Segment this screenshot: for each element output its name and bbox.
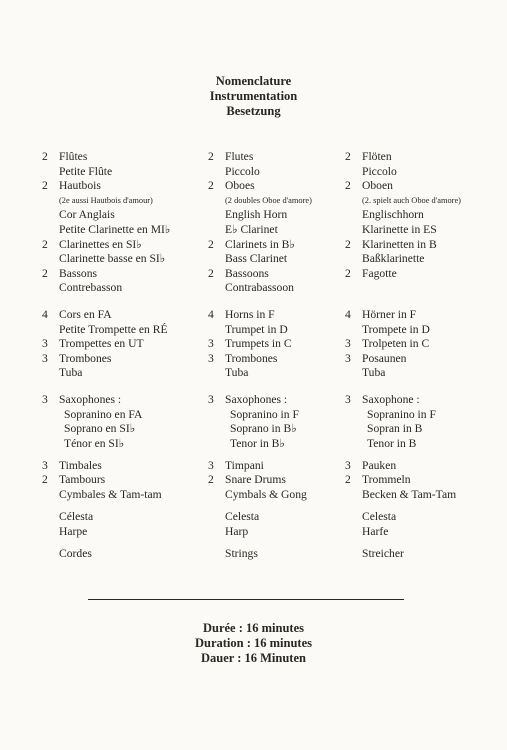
- instrument-count: 2: [208, 237, 214, 251]
- instrument-name: Trompete in D: [362, 322, 430, 336]
- group-spacer: [208, 296, 346, 308]
- instrument-name: Saxophones :: [59, 392, 122, 406]
- instrument-name: Tambours: [59, 473, 106, 487]
- instrument-row: [42, 179, 207, 194]
- instrument-count: 3: [345, 351, 351, 365]
- instrument-name: Oboen: [362, 179, 393, 193]
- instrument-name: Hörner in F: [362, 307, 417, 321]
- instrument-row: [208, 208, 346, 223]
- instrument-row: [42, 267, 207, 282]
- instrument-name: Oboes: [225, 179, 255, 193]
- instrument-name: Saxophone :: [362, 392, 420, 406]
- instrument-row: [42, 525, 207, 540]
- instrument-name: Cymbales & Tam-tam: [59, 487, 162, 501]
- title-french: Nomenclature: [215, 74, 292, 88]
- instrument-row: [208, 547, 346, 562]
- instrument-row: [208, 238, 346, 253]
- instrument-count: 3: [208, 458, 214, 472]
- instrument-count: 4: [345, 307, 351, 321]
- instrument-name: Horns in F: [225, 307, 275, 321]
- instrument-row: [345, 194, 505, 209]
- instrument-row: [208, 223, 346, 238]
- instrument-row: [42, 323, 207, 338]
- instrument-row: [208, 352, 346, 367]
- instrument-row: [208, 459, 346, 474]
- instrument-name: Ténor en SI♭: [64, 436, 125, 450]
- instrument-row: [208, 408, 346, 423]
- instrument-row: [208, 437, 346, 452]
- instrument-count: 3: [345, 458, 351, 472]
- instrument-name: Flutes: [225, 150, 254, 163]
- instrument-row: [345, 459, 505, 474]
- instrument-name: Englischhorn: [362, 208, 424, 222]
- instrument-name: Bass Clarinet: [225, 252, 288, 266]
- instrument-name: English Horn: [225, 208, 288, 222]
- instrument-row: [42, 252, 207, 267]
- instrument-row: [42, 437, 207, 452]
- instrument-name: Cymbals & Gong: [225, 487, 307, 501]
- instrument-name: Flöten: [362, 150, 392, 163]
- instrument-row: [345, 267, 505, 282]
- instrument-row: [345, 352, 505, 367]
- instrument-row: [345, 323, 505, 338]
- instrument-row: [345, 281, 505, 296]
- instrument-name: (2 doubles Oboe d'amore): [225, 195, 312, 205]
- group-spacer: [345, 503, 505, 511]
- instrument-name: Sopranino in F: [230, 407, 299, 421]
- instrument-row: [208, 179, 346, 194]
- instrument-count: 3: [42, 458, 48, 472]
- instrument-name: Cor Anglais: [59, 208, 115, 222]
- instrument-row: [42, 194, 207, 209]
- instrument-name: Becken & Tam-Tam: [362, 487, 457, 501]
- instrument-name: Trompettes en UT: [59, 337, 144, 351]
- instrument-row: [208, 366, 346, 381]
- instrument-count: 4: [208, 307, 214, 321]
- instrument-name: Bassons: [59, 266, 98, 280]
- instrument-name: Timbales: [59, 458, 102, 472]
- instrument-row: [345, 547, 505, 562]
- instrument-row: [208, 308, 346, 323]
- instrument-count: 3: [345, 337, 351, 351]
- instrument-name: Celesta: [362, 510, 397, 524]
- instrument-row: [42, 238, 207, 253]
- instrument-count: 2: [345, 179, 351, 193]
- instrument-name: Trumpets in C: [225, 337, 292, 351]
- instrument-name: Clarinets in B♭: [225, 237, 295, 251]
- instrument-name: Trolpeten in C: [362, 337, 430, 351]
- instrument-count: 3: [208, 351, 214, 365]
- instrument-count: 2: [208, 179, 214, 193]
- instrument-row: [208, 473, 346, 488]
- group-spacer: [42, 451, 207, 459]
- instrument-name: Tuba: [362, 366, 386, 380]
- instrument-row: [42, 473, 207, 488]
- instrument-name: Clarinette basse en SI♭: [59, 252, 166, 266]
- instrument-name: Streicher: [362, 546, 404, 560]
- instrument-count: 2: [42, 266, 48, 280]
- instrument-count: 2: [42, 179, 48, 193]
- instrument-name: Contrabassoon: [225, 281, 294, 295]
- duration-block: [0, 621, 507, 666]
- instrument-count: 2: [208, 473, 214, 487]
- instrument-count: 4: [42, 307, 48, 321]
- instrument-count: 3: [208, 337, 214, 351]
- instrument-name: Bassoons: [225, 266, 269, 280]
- instrument-count: 2: [42, 473, 48, 487]
- instrument-name: Trombones: [59, 351, 112, 365]
- duration-english: Duration : 16 minutes: [194, 636, 313, 650]
- instrument-row: [42, 366, 207, 381]
- instrument-name: Hautbois: [59, 179, 101, 193]
- instrument-count: 2: [42, 150, 48, 163]
- instrument-row: [345, 179, 505, 194]
- instrument-name: E♭ Clarinet: [225, 222, 278, 236]
- instrument-count: 2: [345, 473, 351, 487]
- instrument-name: Saxophones :: [225, 392, 288, 406]
- instrument-row: [345, 437, 505, 452]
- instrument-name: Sopranino en FA: [64, 407, 143, 421]
- instrument-name: Contrebasson: [59, 281, 123, 295]
- group-spacer: [345, 451, 505, 459]
- instrument-name: (2e aussi Hautbois d'amour): [59, 195, 153, 205]
- group-spacer: [208, 503, 346, 511]
- column-french: [42, 150, 207, 561]
- group-spacer: [345, 381, 505, 393]
- instrument-row: [345, 488, 505, 503]
- instrument-name: Tenor in B: [367, 436, 417, 450]
- instrument-name: Trommeln: [362, 473, 411, 487]
- instrument-name: Trumpet in D: [225, 322, 288, 336]
- instrument-count: 2: [345, 266, 351, 280]
- instrument-name: Klarinette in ES: [362, 222, 437, 236]
- group-spacer: [208, 381, 346, 393]
- instrument-row: [345, 165, 505, 180]
- instrument-count: 2: [42, 237, 48, 251]
- instrument-name: Cors en FA: [59, 307, 112, 321]
- instrument-name: Snare Drums: [225, 473, 286, 487]
- instrument-row: [345, 422, 505, 437]
- instrument-row: [42, 510, 207, 525]
- instrument-name: Baßklarinette: [362, 252, 425, 266]
- instrument-row: [42, 281, 207, 296]
- instrument-name: (2. spielt auch Oboe d'amore): [362, 195, 461, 205]
- instrument-row: [345, 252, 505, 267]
- instrument-row: [345, 308, 505, 323]
- instrument-row: [208, 422, 346, 437]
- instrument-row: [42, 337, 207, 352]
- instrument-count: 3: [42, 351, 48, 365]
- instrument-name: Tuba: [59, 366, 83, 380]
- group-spacer: [208, 451, 346, 459]
- instrument-name: Soprano in B♭: [230, 422, 297, 436]
- group-spacer: [42, 539, 207, 547]
- page-title-block: [0, 74, 507, 119]
- instrument-row: [208, 323, 346, 338]
- instrument-row: [42, 208, 207, 223]
- group-spacer: [42, 381, 207, 393]
- instrument-name: Harfe: [362, 524, 389, 538]
- duration-german: Dauer : 16 Minuten: [201, 651, 306, 665]
- instrument-name: Flûtes: [59, 150, 88, 163]
- instrument-count: 2: [208, 266, 214, 280]
- instrument-row: [42, 165, 207, 180]
- instrument-name: Klarinetten in B: [362, 237, 437, 251]
- instrument-name: Sopranino in F: [367, 407, 436, 421]
- instrument-name: Timpani: [225, 458, 264, 472]
- instrument-name: Piccolo: [225, 164, 260, 178]
- instrument-name: Soprano en SI♭: [64, 422, 136, 436]
- instrument-count: 3: [345, 392, 351, 406]
- title-german: Besetzung: [226, 104, 281, 118]
- column-english: [208, 150, 346, 561]
- instrument-row: [345, 238, 505, 253]
- instrument-name: Petite Trompette en RÉ: [59, 322, 168, 336]
- instrument-name: Celesta: [225, 510, 260, 524]
- instrument-row: [42, 547, 207, 562]
- instrument-name: Piccolo: [362, 164, 397, 178]
- instrument-count: 2: [208, 150, 214, 163]
- instrument-name: Célesta: [59, 510, 94, 524]
- instrument-row: [208, 194, 346, 209]
- group-spacer: [208, 539, 346, 547]
- duration-french: Durée : 16 minutes: [202, 621, 305, 635]
- instrument-name: Tenor in B♭: [230, 436, 285, 450]
- instrument-row: [208, 150, 346, 165]
- instrument-row: [208, 165, 346, 180]
- instrument-row: [208, 488, 346, 503]
- instrument-name: Cordes: [59, 546, 92, 560]
- instrument-row: [42, 223, 207, 238]
- instrument-row: [208, 252, 346, 267]
- divider-line: [88, 599, 404, 600]
- group-spacer: [42, 503, 207, 511]
- instrument-name: Petite Clarinette en MI♭: [59, 222, 171, 236]
- instrument-name: Harpe: [59, 524, 88, 538]
- instrument-row: [208, 267, 346, 282]
- instrument-name: Posaunen: [362, 351, 407, 365]
- instrument-row: [345, 510, 505, 525]
- instrument-row: [42, 488, 207, 503]
- instrument-name: Clarinettes en SI♭: [59, 237, 142, 251]
- instrument-row: [42, 150, 207, 165]
- instrument-row: [208, 337, 346, 352]
- instrument-name: Fagotte: [362, 266, 397, 280]
- instrument-row: [42, 422, 207, 437]
- instrument-row: [345, 393, 505, 408]
- group-spacer: [345, 296, 505, 308]
- instrument-count: 2: [345, 150, 351, 163]
- instrument-row: [345, 208, 505, 223]
- title-english: Instrumentation: [209, 89, 298, 103]
- instrument-row: [208, 281, 346, 296]
- group-spacer: [42, 296, 207, 308]
- instrument-row: [208, 510, 346, 525]
- group-spacer: [345, 539, 505, 547]
- instrument-row: [345, 223, 505, 238]
- instrument-row: [345, 525, 505, 540]
- instrument-row: [208, 393, 346, 408]
- instrument-row: [42, 308, 207, 323]
- instrument-name: Trombones: [225, 351, 278, 365]
- column-german: [345, 150, 505, 561]
- instrument-name: Pauken: [362, 458, 397, 472]
- instrument-row: [345, 150, 505, 165]
- instrument-row: [345, 408, 505, 423]
- instrument-row: [42, 408, 207, 423]
- instrument-count: 3: [42, 392, 48, 406]
- instrument-name: Tuba: [225, 366, 249, 380]
- instrument-count: 3: [208, 392, 214, 406]
- instrument-name: Strings: [225, 546, 258, 560]
- instrument-count: 2: [345, 237, 351, 251]
- instrument-name: Harp: [225, 524, 249, 538]
- instrument-row: [345, 337, 505, 352]
- instrument-row: [42, 352, 207, 367]
- instrument-row: [345, 473, 505, 488]
- instrument-row: [345, 366, 505, 381]
- instrument-row: [42, 459, 207, 474]
- instrument-name: Sopran in B: [367, 422, 423, 436]
- instrument-name: Petite Flûte: [59, 164, 113, 178]
- instrument-row: [42, 393, 207, 408]
- instrument-row: [208, 525, 346, 540]
- instrument-count: 3: [42, 337, 48, 351]
